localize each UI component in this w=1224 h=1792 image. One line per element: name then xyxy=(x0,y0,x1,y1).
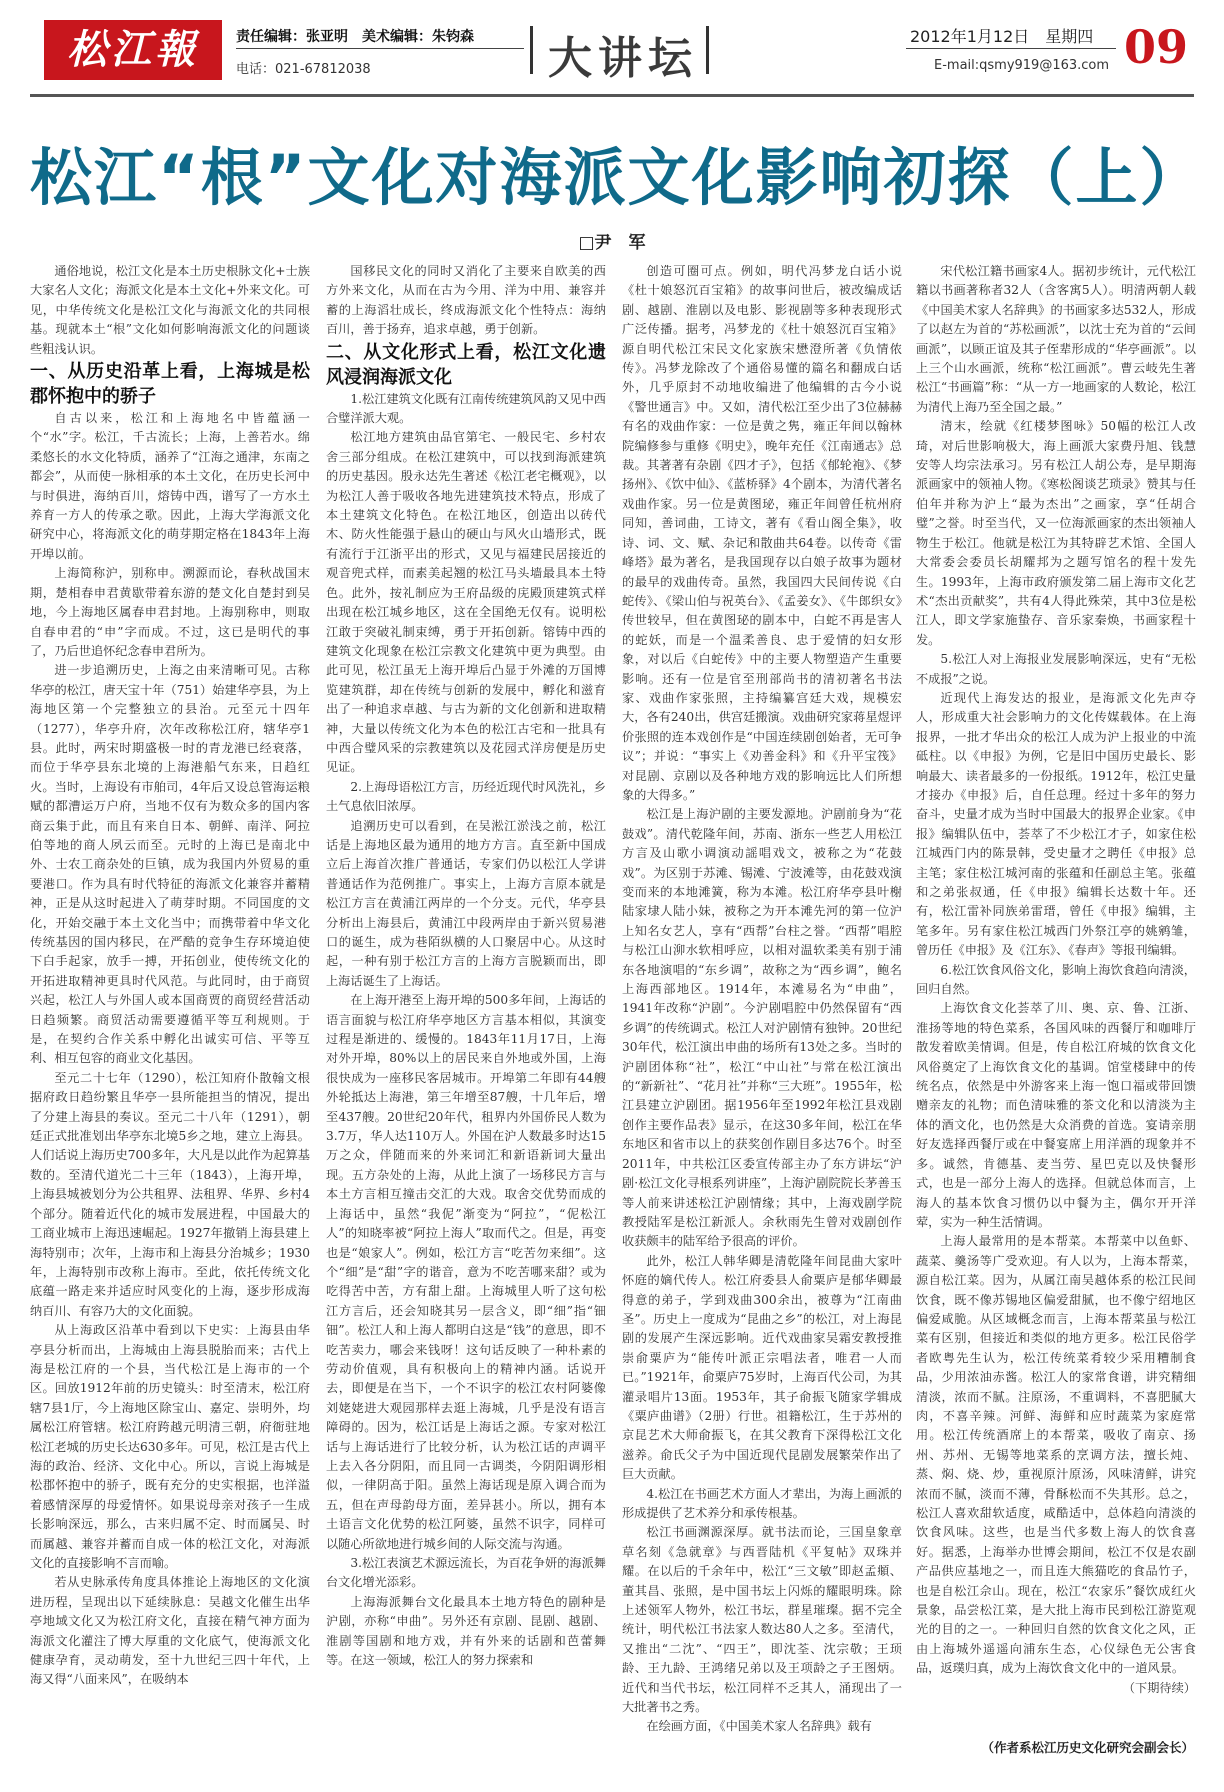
paragraph: 从上海政区沿革中看到以下史实：上海县由华亭县分析而出，上海城由上海县脱胎而来；古代上海是松江府的一个县，当代松江是上海市的一个区。回放1912年前的历史镜头：时至清末，松江府辖7县1厅，今上海地区除宝山、嘉定、崇明外，均属松江府管辖。松江府跨越元明清三朝，府衙驻地松江老城的历史长达630多年。可见，松江是古代上海的政治、经济、文化中心。所以，言说上海城是松郡怀抱中的骄子，既有充分的史实根据，也洋溢着感情深厚的母爱情怀。如果说母亲对孩子一生成长影响深远，那么，古来归属不定、时而属吴、时而属越、兼容并蓄而自成一体的松江文化，对海派文化的直接影响不言而喻。 xyxy=(30,1323,310,1570)
article-headline: 松江“根”文化对海派文化影响初探（上） xyxy=(30,141,1204,214)
editors-line: 责任编辑：张亚明 美术编辑：朱钧森 xyxy=(236,29,474,45)
paragraph: 上海人最常用的是本帮菜。本帮菜中以鱼虾、蔬菜、羹汤等广受欢迎。有人以为，上海本帮菜，源自松江菜。因为，从属江南吴越体系的松江民间饮食，既不像苏锡地区偏爱甜腻，也不像宁绍地区偏爱咸脆。从区域概念而言，上海本帮菜虽与松江菜有区别，但接近和类似的地方更多。松江民俗学者欧粤先生认为，松江传统菜肴较少采用糟制食品，少用浓油赤酱。松江人的家常食谱，讲究精细清淡，浓而不腻。注原汤，不重调料，不喜肥腻大肉，不喜辛辣。河鲜、海鲜和应时蔬菜为家庭常用。松江传统酒席上的本帮菜，吸收了南京、扬州、苏州、无锡等地菜系的烹调方法，擅长炖、蒸、焖、烧、炒，重视原汁原汤，风味清鲜，讲究浓而不腻，淡而不薄，骨酥松而不失其形。总之，松江人喜欢甜软适度，咸酷适中，总体趋向清淡的饮食风味。这些，也是当代多数上海人的饮食喜好。据悉，上海举办世博会期间，松江不仅是农副产品供应基地之一，而且连大熊猫吃的食品竹子，也是自松江佘山。现在，松江“农家乐”餐饮成红火景象，品尝松江菜，是大批上海市民到松江游览观光的目的之一。一种回归自然的饮食文化之风，正由上海城外遥遥向浦东生态，心仪绿色无公害食品，返璞归真，成为上海饮食文化中的一道风景。 xyxy=(916,1234,1196,1676)
paragraph: 松江书画渊源深厚。就书法而论，三国皇象章草名刻《急就章》与西晋陆机《平复帖》双珠并耀。在以后的千余年中，松江“三文敏”即赵孟頫、董其昌、张照，是中国书坛上闪烁的耀眼明珠。除上述领军人物外，松江书坛，群星璀璨。据不完全统计，明代松江书法家人数达80人之多。至清代，又推出“二沈”、“四王”，即沈荃、沈宗敬；王顼龄、王九龄、王鸿绪兄弟以及王项龄之子王图炳。近代和当代书坛，松江同样不乏其人，涌现出了一大批著书之秀。 xyxy=(622,1525,902,1715)
issue-date: 2012年1月12日 星期四 xyxy=(910,27,1094,46)
section-bar-left xyxy=(530,26,533,74)
column-4 xyxy=(916,262,1196,1730)
author-signature: （作者系松江历史文化研究会副会长） xyxy=(981,1740,1194,1755)
article-author: □尹 军 xyxy=(578,233,646,253)
newspaper-logo: 松江報 xyxy=(44,20,222,80)
to-be-continued: （下期待续） xyxy=(1122,1680,1196,1695)
section-2-heading: 二、从文化形式上看，松江文化遗风浸润海派文化 xyxy=(326,341,606,388)
paragraph: 自古以来，松江和上海地名中皆蕴涵一个“水”字。松江，千古流长；上海，上善若水。绵柔悠长的水文化特质，涵养了“江海之通津，东南之都会”，从而使一脉相承的本土文化，在历史长河中与时俱进，海纳百川，熔铸中西，谱写了一方水土养育一方人的传承之歌。因此，上海大学海派文化研究中心，将海派文化的萌芽期定格在1843年上海开埠以前。 xyxy=(30,411,310,561)
paragraph: 松江地方建筑由品官第宅、一般民宅、乡村农舍三部分组成。在松江建筑中，可以找到海派建筑的历史基因。殷永达先生著述《松江老宅概观》，以为松江人善于吸收各地先进建筑技术特点，形成了本土建筑文化特色。在松江地区，创造出以砖代木、防火性能强于悬山的硬山与风火山墙形式，既有流行于江浙平出的形式，又见与福建民居接近的观音兜式样，而素美起翘的松江马头墙最具本土特色。此外，按礼制应为王府品级的庑殿顶建筑式样出现在松江城乡地区，这在全国绝无仅有。说明松江敢于突破礼制束缚，勇于开拓创新。镕铸中西的建筑文化现象在松江宗教文化建筑中更为典型。由此可见，松江虽无上海开埠后凸显于外滩的万国博览建筑群，却在传统与创新的发展中，孵化和滋育出了一种追求卓越、与古为新的文化创新和进取精神，大量以传统文化为本色的松江古宅和一批具有中西合璧风采的宗教建筑以及花园式洋房便是历史见证。 xyxy=(326,430,606,775)
paragraph: 上海饮食文化荟萃了川、奥、京、鲁、江浙、淮扬等地的特色菜系，各国风味的西餐厅和咖啡厅散发着欧美情调。但是，传自松江府城的饮食文化风俗奠定了上海饮食文化的基调。馆堂楼肆中的传统名点，依然是中外游客来上海一饱口福或带回馈赠亲友的礼物；而色清味雅的茶文化和以清淡为主体的酒文化，也仍然是大众消费的首选。宴请亲朋好友选择西餐厅或在中餐宴席上用洋酒的现象并不多。诚然，肯德基、麦当劳、星巴克以及快餐形式，也是一部分上海人的选择。但就总体而言，上海人的基本饮食习惯仍以中餐为主，偶尔开开洋荤，实为一种生活情调。 xyxy=(916,1001,1196,1229)
masthead-rule xyxy=(30,94,1194,97)
paragraph: 4.松江在书画艺术方面人才辈出，为海上画派的形成提供了艺术养分和承传根基。 xyxy=(622,1486,902,1520)
phone-number: 电话：021-67812038 xyxy=(236,62,371,77)
paragraph: 若从史脉承传角度具体推论上海地区的文化演进历程，呈现出以下延续脉息：吴越文化催生出华亭地域文化又为松江府文化，直接在精气神方面为海派文化灌注了博大厚重的文化底气，使海派文化健康孕育，灵动萌发，至十九世纪三四十年代，上海又得“八面来风”，在吸纳本 xyxy=(30,1575,310,1687)
email-address: E-mail:qsmy919@163.com xyxy=(934,58,1110,73)
paragraph: 3.松江表演艺术源远流长，为百花争妍的海派舞台文化增光添彩。 xyxy=(326,1556,606,1590)
section-title: 大讲坛 xyxy=(548,33,698,84)
paragraph: 在上海开港至上海开埠的500多年间，上海话的语言面貌与松江府华亭地区方言基本相似，其演变过程是渐进的、缓慢的。1843年11月17日，上海对外开埠，80%以上的居民来自外地或外国，上海很快成为一座移民客居城市。开埠第二年即有44艘外轮抵达上海港，第三年增至87艘，十几年后，增至437艘。20世纪20年代，租界内外国侨民人数为3.7万，华人达110万人。外国在沪人数最多时达15万之众，伴随而来的外来词汇和新语新词大量出现。五方杂处的上海，从此上演了一场移民方言与本土方言相互撞击交汇的大戏。取舍交优势而成的上海话中，虽然“我伲”渐变为“阿拉”，“伲松江人”的知晓率被“阿拉上海人”取而代之。但是，再变也是“娘家人”。例如，松江方言“吃苦勿来细”。这个“细”是“甜”字的谐音，意为不吃苦哪来甜？或为吃得苦中苦，方有甜上甜。上海城里人听了这句松江方言后，还会知晓其另一层含义，即“细”指“钿钿”。松江人和上海人都明白这是“钱”的意思，即不吃苦卖力，哪会来钱呀！这句话反映了一种朴素的劳动价值观，具有积极向上的精神内涵。话说开去，即便是在当下，一个不识字的松江农村阿婆像刘姥姥进大观园那样去逛上海城，几乎是没有语言障碍的。因为，松江话是上海话之源。专家对松江话与上海话进行了比较分析，认为松江话的声调平上去入各分阴阳，而且同一古调类，今阴阳调形相似，一律阴高于阳。虽然上海话现是原入调合而为五，但在声母韵母方面，差异甚小。所以，拥有本土语言文化优势的松江阿婆，虽然不识字，同样可以随心所欲地进行城乡间的人际交流与沟通。 xyxy=(326,993,606,1551)
column-2 xyxy=(326,262,606,1762)
masthead-divider-left xyxy=(236,48,524,49)
intro-paragraph: 通俗地说，松江文化是本土历史根脉文化+士族大家名人文化；海派文化是本土文化+外来文化。可见，中华传统文化是松江文化与海派文化的共同根基。现就本土“根”文化如何影响海派文化的问题谈些粗浅认识。 xyxy=(30,264,310,356)
paragraph: 2.上海母语松江方言，历经近现代时风洗礼，乡土气息依旧浓厚。 xyxy=(326,779,606,814)
column-1 xyxy=(30,262,310,1762)
section-1-heading: 一、从历史沿革上看，上海城是松郡怀抱中的骄子 xyxy=(30,361,310,408)
column-3 xyxy=(622,262,902,1762)
section-bar-right xyxy=(706,26,709,74)
paragraph: 清末，绘就《红楼梦图咏》50幅的松江人改琦，对后世影响极大，海上画派大家费丹旭、钱慧安等人均宗法承习。另有松江人胡公寿，是早期海派画家中的领袖人物。《寒松阁谈艺琐录》赞其与任伯年并称为沪上“最为杰出”之画家，享“任胡合璧”之誉。时至当代，又一位海派画家的杰出领袖人物生于松江。他就是松江为其特辟艺术馆、全国人大常委会委员长胡耀邦为之题写馆名的程十发先生。1993年，上海市政府颁发第二届上海市文化艺术“杰出贡献奖”，共有4人得此殊荣，其中3位是松江人，即文学家施蛰存、音乐家秦焕，书画家程十发。 xyxy=(916,419,1196,647)
paragraph: 进一步追溯历史，上海之由来清晰可见。古称华亭的松江，唐天宝十年（751）始建华亭县，为上海地区第一个完整独立的县治。元至元十四年（1277），华亭升府，次年改称松江府，辖华亭1县。此时，两宋时期盛极一时的青龙港已经衰落，而位于华亭县东北境的上海港船气东来，日趋红火。当时，上海设有市舶司，4年后又设总管海运粮赋的都漕运万户府，当地不仅有为数众多的国内客商云集于此，而且有来自日本、朝鲜、南洋、阿拉伯等地的商人夙云而至。元时的上海已是南北中外、士农工商杂处的巨镇，成为我国内外贸易的重要港口。作为具有时代特征的海派文化兼容并蓄精神，正是从这时起进入了萌芽时期。不同国度的文化，开始交融于本土文化当中；而携带着中华文化传统基因的国内移民，在严酷的竞争生存环境迫使下白手起家，放手一搏，开拓创业，使传统文化的开拓进取精神更具时代风范。与此同时，由于商贸兴起，松江人与外国人或本国商贾的商贸经营活动日趋频繁。商贸活动需要遵循平等互利规则。于是，在契约合作关系中孵化出诚实可信、平等互利、相互包容的商业文化基因。 xyxy=(30,663,310,1066)
paragraph: 在绘画方面，《中国美术家人名辞典》载有 xyxy=(646,1719,872,1734)
paragraph: 5.松江人对上海报业发展影响深远，史有“无松不成报”之说。 xyxy=(916,652,1196,686)
paragraph: 上海简称沪，别称申。溯源而论，春秋战国末期，楚相春申君黄歇带着东游的楚文化自楚封到吴地，今上海地区属春申君封地。上海别称申，则取自春申君的“申”字而成。不过，这已是明代的事了，乃后世追怀纪念春申君所为。 xyxy=(30,566,310,658)
paragraph: 6.松江饮食风俗文化，影响上海饮食趋向清淡，回归自然。 xyxy=(916,962,1196,997)
masthead-divider-right xyxy=(906,48,1116,49)
masthead xyxy=(0,0,1224,92)
paragraph: 宋代松江籍书画家4人。据初步统计，元代松江籍以书画著称者32人（含客寓5人）。明清两朝人载《中国美术家人名辞典》的书画家多达532人，形成了以赵左为首的“苏松画派”，以沈士充为首的“云间画派”，以顾正谊及其子侄辈形成的“华亭画派”。以上三个山水画派，统称“松江画派”。曹云岐先生著松江“书画篇”称：“从一方一地画家的人数论，松江为清代上海乃至全国之最。” xyxy=(916,264,1196,414)
paragraph: 创造可圈可点。例如，明代冯梦龙白话小说《杜十娘怒沉百宝箱》的故事问世后，被改编成话剧、越剧、淮剧以及电影、影视剧等多种表现形式广泛传播。据考，冯梦龙的《杜十娘怒沉百宝箱》源自明代松江宋民文化家族宋懋澄所著《负情侬传》。冯梦龙除改了个通俗易懂的篇名和翻成白话外，几乎原封不动地收编进了他编辑的古今小说《警世通言》中。又如，清代松江至少出了3位赫赫有名的戏曲作家：一位是黄之隽，雍正年间以翰林院编修参与重修《明史》，晚年充任《江南通志》总裁。其著著有杂剧《四才子》，包括《郁轮袍》、《梦扬州》、《饮中仙》、《蓝桥驿》4个剧本，为清代著名戏曲作家。另一位是黄图珌，雍正年间曾任杭州府同知，善词曲，工诗文，著有《看山阁全集》，收诗、词、文、赋、杂记和散曲共64卷。以传奇《雷峰塔》最为著名，是我国现存以白娘子故事为题材的最早的戏曲传奇。虽然，我国四大民间传说《白蛇传》、《梁山伯与祝英台》、《孟姜女》、《牛郎织女》传世较早，但在黄图珌的剧本中，白蛇不再是害人的蛇妖，而是一个温柔善良、忠于爱情的妇女形象，对以后《白蛇传》中的主要人物塑造产生重要影响。还有一位是官至刑部尚书的清初著名书法家、戏曲作家张照，主持编纂宫廷大戏，规模宏大，各有240出，供宫廷搬演。戏曲研究家蒋星煜评价张照的连本戏创作是“中国连续剧创始者，无可争议”；并说：“事实上《劝善金科》和《升平宝筏》对昆剧、京剧以及各种地方戏的影响远比人们所想象的大得多。” xyxy=(622,264,902,802)
paragraph: 松江是上海沪剧的主要发源地。沪剧前身为“花鼓戏”。清代乾隆年间，苏南、浙东一些艺人用松江方言及山歌小调演动謡唱戏文，被称之为“花鼓戏”。为区别于苏滩、锡滩、宁波滩等，由花鼓戏演变而来的本地滩簧，称为本滩。松江府华亭县叶榭陆家埭人陆小妹，被称之为开本滩先河的第一位沪上知名女艺人，享有“西帮”台柱之誉。“西帮”唱腔与松江山泖水软相呼应，以相对温软柔美有别于浦东各地演唱的“东乡调”，故称之为“西乡调”，鲍名上海西部地区。1914年，本滩易名为“申曲”，1941年改称“沪剧”。今沪剧唱腔中仍然保留有“西乡调”的传统调式。松江人对沪剧情有独钟。20世纪30年代，松江演出申曲的场所有13处之多。当时的沪剧团体称“社”，松江“中山社”与常在松江演出的“新新社”、“花月社”并称“三大班”。1955年，松江县建立沪剧团。据1956年至1992年松江县戏剧创作主要作品表》显示，在这30多年间，松江在华东地区和省市以上的获奖创作剧目多达76个。时至2011年，中共松江区委宣传部主办了东方讲坛“沪剧·松江文化寻根系列讲座”，上海沪剧院院长茅善玉等人前来讲述松江沪剧情缘；其中，上海戏剧学院教授陆军是松江新派人。余秋雨先生曾对戏剧创作收获颇丰的陆军给予很高的评价。 xyxy=(622,807,902,1249)
paragraph: 追溯历史可以看到，在吴淞江淤浅之前，松江话是上海地区最为通用的地方方言。直至新中国成立后上海首次推广普通话，专家们仍以松江人学讲普通话作为范例推广。事实上，上海方言原本就是松江方言在黄浦江两岸的一个分支。元代，华亭县分析出上海县后，黄浦江中段两岸由于新兴贸易港口的诞生，成为巷陌纵横的人口聚居中心。从这时起，一种有别于松江方言的上海方言脱颖而出，即上海话诞生了上海话。 xyxy=(326,818,606,988)
page-number: 09 xyxy=(1124,20,1189,74)
paragraph: 近现代上海发达的报业，是海派文化先声夺人，形成重大社会影响力的文化传媒载体。在上海报界，一批才华出众的松江人成为沪上报业的中流砥柱。以《申报》为例，它是旧中国历史最长、影响最大、读者最多的一份报纸。1912年，松江史量才接办《申报》后，自任总理。经过十多年的努力奋斗，史量才成为当时中国最大的报界企业家。《申报》编辑队伍中，荟萃了不少松江才子，如家住松江城西门内的陈景韩，受史量才之聘任《申报》总主笔；家住松江城河南的张蕴和任副总主笔。张蕴和之弟张叔通，任《申报》编辑长达数十年。还有，松江雷补同族弟雷瑨，曾任《申报》编辑，主笔多年。另有家住松江城西门外祭江亭的姚鹓雏，曾历任《申报》及《江东》、《春声》等报刊编辑。 xyxy=(916,690,1196,958)
paragraph: 国移民文化的同时又消化了主要来自欧美的西方外来文化，从而在古为今用、洋为中用、兼容并蓄的上海滔壮成长，终成海派文化个性特点：海纳百川，善于扬弃，追求卓越，勇于创新。 xyxy=(326,264,606,337)
paragraph: 此外，松江人韩华卿是清乾隆年间昆曲大家叶怀庭的嫡代传人。松江府委县人俞粟庐是郁华卿最得意的弟子，学到戏曲300余出，被尊为“江南曲圣”。历史上一度成为“昆曲之乡”的松江，对上海昆剧的发展产生深远影响。近代戏曲家吴霜安教授推崇俞粟庐为“能传叶派正宗唱法者，唯君一人而已。”1921年，俞粟庐75岁时，上海百代公司，为其灌录唱片13面。1953年，其子俞振飞随家学辑成《粟庐曲谱》（2册）行世。祖籍松江，生于苏州的京昆艺术大师俞振飞，在其父教育下深得松江文化滋养。俞氏父子为中国近现代昆剧发展繁荣作出了巨大贡献。 xyxy=(622,1253,902,1482)
paragraph: 至元二十七年（1290），松江知府仆散翰文根据府政日趋纷繁且华亭一县所能担当的情况，提出了分建上海县的奏议。至元二十八年（1291），朝廷正式批准划出华亭东北境5乡之地，建立上海县。人们话说上海历史700多年，大凡是以此作为起算基数的。至清代道光二十三年（1843），上海开埠，上海县城被划分为公共租界、法租界、华界、乡村4个部分。随着近代化的城市发展进程，中国最大的工商业城市上海迅速崛起。1927年撤销上海县建上海特别市；次年，上海市和上海县分治城乡；1930年，上海特别市改称上海市。至此，依托传统文化底蕴一路走来并适应时风变化的上海，逐步形成海纳百川、有容乃大的文化面貌。 xyxy=(30,1070,310,1318)
paragraph: 上海海派舞台文化最具本土地方特色的剧种是沪剧，亦称“申曲”。另外还有京剧、昆剧、越剧、淮剧等国剧和地方戏，并有外来的话剧和芭蕾舞等。在这一领域，松江人的努力探索和 xyxy=(326,1594,606,1668)
paragraph: 1.松江建筑文化既有江南传统建筑风韵又见中西合璧洋派大观。 xyxy=(326,391,606,426)
